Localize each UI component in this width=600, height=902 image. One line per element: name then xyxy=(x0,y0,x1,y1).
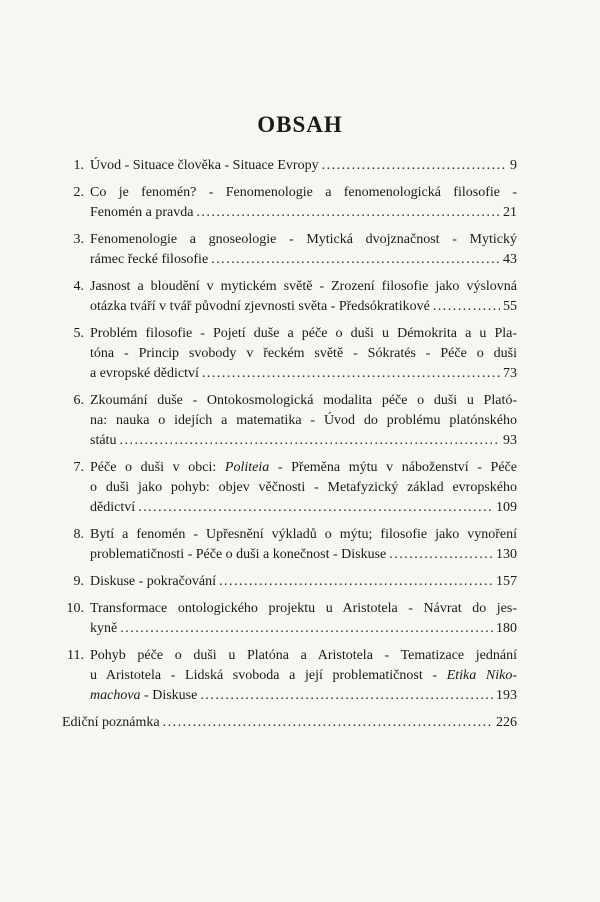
entry-title: a evropské dědictví xyxy=(90,366,199,381)
entry-title: dědictví xyxy=(90,500,136,515)
entry-title: Úvod - Situace člověka - Situace Evropy xyxy=(90,158,319,173)
entry-page: 93 xyxy=(503,433,517,448)
entry-number: 9. xyxy=(73,574,84,589)
entry-line: na: nauka o idejích a matematika - Úvod do problému platónského xyxy=(90,413,517,428)
entry-line: Jasnost a bloudění v mytickém světě - Zrození filosofie jako výslovná xyxy=(90,279,517,294)
page-title: OBSAH xyxy=(257,112,343,137)
entry-title: Diskuse - pokračování xyxy=(90,574,216,589)
entry-number: 1. xyxy=(73,158,84,173)
entry-title: problematičnosti - Péče o duši a konečnost - Diskuse xyxy=(90,547,387,562)
entry-line: Pohyb péče o duši u Platóna a Aristotela - Tematizace jednání xyxy=(90,648,517,663)
entry-page: 43 xyxy=(503,252,517,267)
entry-page: 9 xyxy=(510,158,517,173)
entry-title: rámec řecké filosofie xyxy=(90,252,209,267)
entry-line: Zkoumání duše - Ontokosmologická modalita péče o duši u Plató- xyxy=(90,393,517,408)
entry-page: 55 xyxy=(503,299,517,314)
entry-title: státu xyxy=(90,433,117,448)
entry-page: 193 xyxy=(496,688,517,703)
entry-page: 180 xyxy=(496,621,517,636)
entry-line: u Aristotela - Lidská svoboda a její problematičnost - Etika Niko- xyxy=(90,668,517,683)
entry-number: 8. xyxy=(73,527,84,542)
entry-title: machova - Diskuse xyxy=(90,688,198,703)
entry-number: 10. xyxy=(66,601,84,616)
entry-line: o duši jako pohyb: objev věčnosti - Metafyzický základ evropského xyxy=(90,480,517,495)
entry-line: tóna - Princip svobody v řeckém světě - Sókratés - Péče o duši xyxy=(90,346,517,361)
entry-page: 157 xyxy=(496,574,517,589)
italic-title: Politeia xyxy=(224,460,270,475)
entry-number: 11. xyxy=(67,648,84,663)
entry-title: kyně xyxy=(90,621,118,636)
entry-line: Transformace ontologického projektu u Aristotela - Návrat do jes- xyxy=(90,601,517,616)
entry-number: 2. xyxy=(73,185,84,200)
entry-line: Bytí a fenomén - Upřesnění výkladů o mýtu; filosofie jako vynoření xyxy=(90,527,517,542)
entry-title: Fenomén a pravda xyxy=(90,205,194,220)
entry-page: 109 xyxy=(496,500,517,515)
toc-entry-editorial-note[interactable] xyxy=(62,713,517,733)
entry-line: Problém filosofie - Pojetí duše a péče o duši u Démokrita a u Pla- xyxy=(90,326,517,341)
entry-number: 3. xyxy=(73,232,84,247)
entry-page: 226 xyxy=(496,715,517,730)
entry-title: otázka tváří v tvář původní zjevnosti světa - Předsókratikové xyxy=(90,299,430,314)
entry-page: 73 xyxy=(503,366,517,381)
entry-line: Péče o duši v obci: Politeia - Přeměna mýtu v náboženství - Péče xyxy=(90,460,517,475)
entry-number: 6. xyxy=(73,393,84,408)
entry-line: Co je fenomén? - Fenomenologie a fenomenologická filosofie - xyxy=(90,185,517,200)
entry-line: Fenomenologie a gnoseologie - Mytická dvojznačnost - Mytický xyxy=(90,232,517,247)
entry-number: 4. xyxy=(73,279,84,294)
entry-number: 5. xyxy=(73,326,84,341)
entry-number: 7. xyxy=(73,460,84,475)
entry-page: 130 xyxy=(496,547,517,562)
entry-title: Ediční poznámka xyxy=(62,715,160,730)
entry-page: 21 xyxy=(503,205,517,220)
